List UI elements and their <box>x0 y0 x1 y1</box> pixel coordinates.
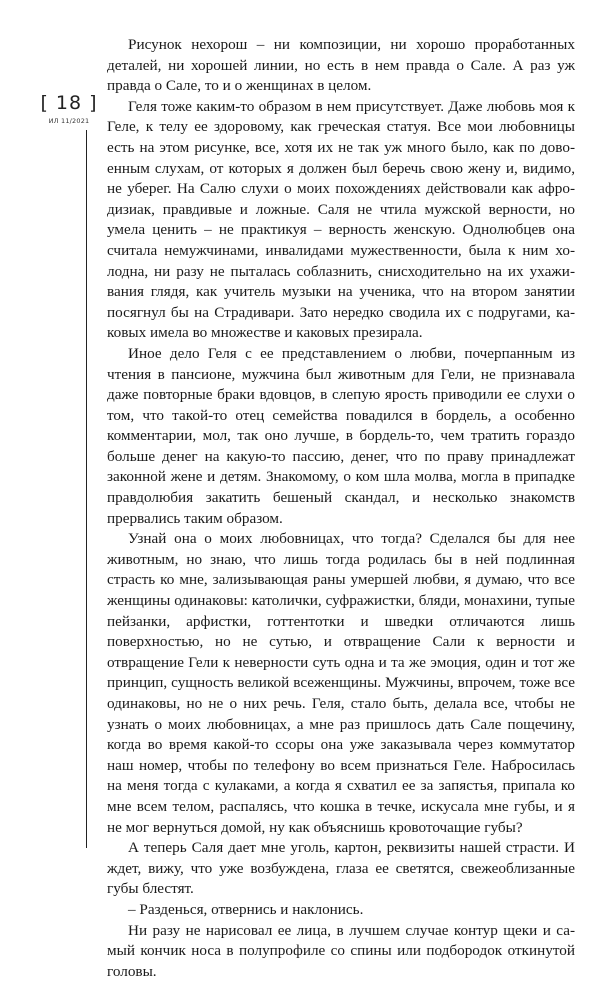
paragraph: Рисунок нехорош – ни композиции, ни хорошо проработанных деталей, ни хорошей линии, но есть в нем правда о Сале. А раз уж правда о Сале, то и о женщинах в целом. <box>107 36 575 95</box>
margin-rule <box>86 130 87 848</box>
paragraph: Узнай она о моих любовницах, что тогда? Сделался бы для нее животным, но знаю, что лишь тогда родилась бы в ней подлинная страсть ко мне, зализывающая раны умершей любви, я думаю, что все женщины одинаковы: католички, суфражистки, бляди, монахини, тупые пейзанки, арфистки, готтентотки и шведки отличаются лишь поверхностью, но не сутью, и отвращение Сали к верности и отвращение Гели к неверности суть одна и та же эмоция, один и тот же принцип, сущность великой всеженщины. Мужчины, впрочем, тоже все одинаковы, но не о них речь. Геля, стало быть, делала все, чтобы не узнать о моих любовницах, а мне раз пришлось дать Сале пощечину, когда во время какой-то ссоры она уже заказывала через коммутатор наш номер, чтобы по телефону во всем признаться Геле. Набросилась на меня тогда с кулаками, а когда я схватил ее за запястья, припала ко мне всем телом, распалясь, что кошка в течке, искусала мне губы, и я не мог вернуться домой, ну как объяснишь кровоточащие губы? <box>107 530 575 836</box>
issue-label: ИЛ 11/2021 <box>48 117 90 125</box>
dialogue-line: – Разденься, отвернись и наклонись. <box>128 900 364 918</box>
paragraph: Ни разу не нарисовал ее лица, в лучшем случае контур щеки и самый кончик носа в полупрофиле со спины или подбородок откинутой головы. <box>107 921 575 980</box>
page-number: [ 18 ] <box>40 92 98 114</box>
body-text <box>107 35 575 982</box>
paragraph: Геля тоже каким-то образом в нем присутствует. Даже любовь моя к Геле, к телу ее здоровому, как греческая статуя. Все мои любовницы есть на этом рисунке, все, хотя их не так уж много было, как по довоенным слухам, от которых я должен был беречь свою жену и, видимо, не уберег. На Салю слухи о моих похождениях действовали как афродизиак, правдивые и ложные. Саля не чтила мужской верности, но умела ценить – не практикуя – верность женскую. Однолюбцев она считала немужчинами, инвалидами мужественности, была к ним холодна, ни разу не пыталась соблазнить, снисходительно на их ухаживания глядя, как учитель музыки на ученика, что на втором занятии посягнул бы на Страдивари. Зато нередко сводила их с подругами, каковых имела во множестве и каковых презирала. <box>107 97 575 342</box>
paragraph: А теперь Саля дает мне уголь, картон, реквизиты нашей страсти. И ждет, вижу, что уже возбуждена, глаза ее светятся, свежеоблизанные губы блестят. <box>107 839 575 898</box>
paragraph: Иное дело Геля с ее представлением о любви, почерпанным из чтения в пансионе, мужчина был животным для Гели, не признавала даже повторные браки вдовцов, в слепую ярость приводили ее слухи о том, что такой-то отец семейства повадился в бордель, а особенно комментарии, мол, так оно лучше, в бордель-то, чем тратить гораздо больше денег на какую-то пассию, денег, что по праву принадлежат законной жене и детям. Знакомому, о ком шла молва, могла в припадке правдолюбия закатить бешеный скандал, и несколько знакомств прервались таким образом. <box>107 344 575 527</box>
page-margin-info <box>20 92 118 125</box>
